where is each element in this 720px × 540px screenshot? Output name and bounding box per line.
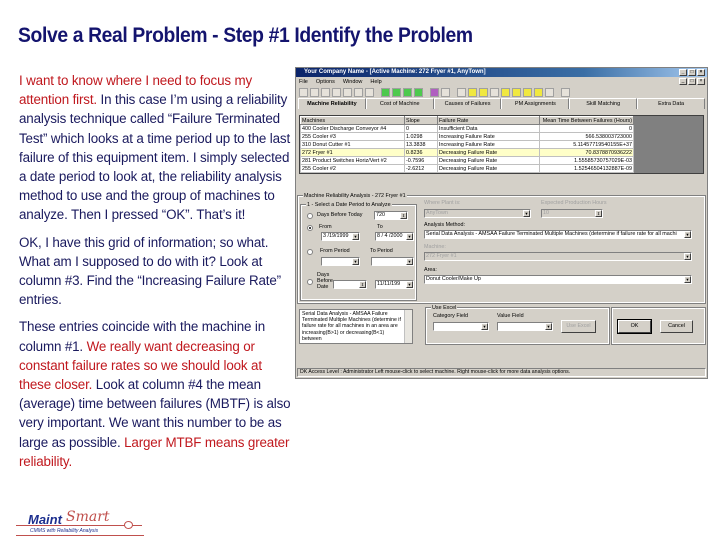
tool-icon[interactable] [381, 88, 390, 97]
analysis-method-select[interactable] [424, 230, 692, 239]
maintsmart-logo [16, 511, 144, 536]
cell-machine: 255 Cooler #2 [301, 165, 405, 173]
tab-skill-matching[interactable]: Skill Matching [569, 98, 637, 109]
cell-mtbf: 566.538003723000 [540, 133, 634, 141]
cell-failure-rate: Decreasing Failure Rate [438, 165, 540, 173]
mdi-close-button[interactable]: × [697, 78, 705, 85]
chevron-down-icon[interactable]: ▼ [407, 234, 412, 239]
to-label: To [377, 224, 383, 230]
tool-icon[interactable] [490, 88, 499, 97]
machine-select[interactable] [424, 252, 692, 261]
cancel-button[interactable]: Cancel [660, 320, 693, 333]
from-to-radio[interactable] [307, 225, 313, 231]
col-machines[interactable]: Machines [301, 117, 405, 125]
toolbar [296, 86, 707, 98]
cell-machine: 400 Cooler Discharge Conveyor #4 [301, 125, 405, 133]
tool-icon[interactable] [392, 88, 401, 97]
category-field-select[interactable] [433, 322, 489, 331]
cell-failure-rate: Decreasing Failure Rate [438, 157, 540, 165]
table-row-selected[interactable] [301, 149, 634, 157]
col-slope[interactable]: Slope [405, 117, 438, 125]
cell-machine: 272 Fryer #1 [301, 149, 405, 157]
spin-icon[interactable]: ⇕ [401, 213, 406, 218]
cell-machine: 255 Cooler #3 [301, 133, 405, 141]
paragraph-1 [19, 71, 295, 225]
chevron-down-icon[interactable]: ▼ [524, 211, 529, 216]
tool-icon[interactable] [441, 88, 450, 97]
cell-mtbf: 70.8378870936222 [540, 149, 634, 157]
from-date-value: 3 /19/1999 [323, 233, 349, 239]
body-text: These entries coincide with the machine in column #1. [19, 319, 266, 354]
tool-icon[interactable] [310, 88, 319, 97]
logo-tagline: CMMS with Reliability Analysis [30, 528, 99, 534]
expected-hours-input[interactable] [541, 209, 603, 218]
cell-failure-rate: Increasing Failure Rate [438, 133, 540, 141]
tool-icon[interactable] [468, 88, 477, 97]
machine-label: Machine: [424, 244, 446, 250]
paragraph-3 [19, 317, 295, 471]
where-plant-label: Where Plant is: [424, 200, 461, 206]
to-period-select[interactable] [371, 257, 414, 266]
tab-machine-reliability[interactable]: Machine Reliability [298, 98, 366, 109]
where-plant-select[interactable] [424, 209, 531, 218]
from-period-select[interactable] [321, 257, 360, 266]
to-date-value: 8 / 4 /2000 [377, 233, 403, 239]
mdi-minimize-button[interactable]: _ [679, 78, 687, 85]
from-label: From [319, 224, 332, 230]
chevron-down-icon[interactable]: ▼ [546, 324, 551, 329]
chevron-down-icon[interactable]: ▼ [482, 324, 487, 329]
chevron-down-icon[interactable]: ▼ [407, 282, 412, 287]
highlight-text: I want to know where I need to focus my attention first. [19, 73, 253, 108]
body-text: In this case I’m using a reliability analysis technique called “Failure Terminated Test” which looks at a time period up to the last failure of this equipment item. I simply selected a date period to look at, the reliability analysis method to use and the group of machines to analyze. Then I pressed “OK”. That’s it! [19, 92, 291, 223]
date-picker[interactable] [375, 280, 414, 289]
use-excel-button[interactable]: Use Excel [561, 320, 596, 333]
menu-help[interactable]: Help [370, 78, 382, 85]
table-row[interactable] [301, 165, 634, 173]
table-row[interactable] [301, 133, 634, 141]
days-before-today-input[interactable] [374, 211, 408, 220]
tab-cost-of-machine[interactable]: Cost of Machine [366, 98, 434, 109]
reliability-grid[interactable] [299, 115, 704, 174]
tool-icon[interactable] [365, 88, 374, 97]
exit-icon[interactable] [561, 88, 570, 97]
chevron-down-icon[interactable]: ▼ [685, 277, 690, 282]
menu-file[interactable]: File [299, 78, 308, 85]
from-date-picker[interactable] [321, 232, 360, 241]
tool-icon[interactable] [523, 88, 532, 97]
from-period-label: From Period [320, 248, 350, 254]
days-before-today-radio[interactable] [307, 213, 313, 219]
cell-machine: 310 Donut Cutter #1 [301, 141, 405, 149]
table-row[interactable] [301, 125, 634, 133]
cell-mtbf: 1.55585730757029E-03 [540, 157, 634, 165]
days-before-date-radio[interactable] [307, 279, 313, 285]
body-text: Look at column #4 the mean (average) time between failures (MBTF) is also very important. We want this number to be as large as possible. [19, 377, 291, 450]
chevron-down-icon[interactable]: ▼ [407, 259, 412, 264]
maximize-button[interactable]: □ [688, 69, 696, 76]
tool-icon[interactable] [354, 88, 363, 97]
cell-mtbf: 5.11457719540155E+37 [540, 141, 634, 149]
chart-icon[interactable] [430, 88, 439, 97]
machine-value: 272 Fryer #1 [426, 253, 457, 259]
chevron-down-icon[interactable]: ▼ [685, 232, 690, 237]
menu-options[interactable]: Options [315, 78, 335, 85]
cell-machine: 281 Product Switches Horiz/Vert #2 [301, 157, 405, 165]
days-value: 720 [376, 212, 385, 218]
body-text: OK, I have this grid of information; so what. What am I supposed to do with it? Look at column #3. Find the “Increasing Failure Rate” entries. [19, 234, 281, 308]
days-before-date-label: Days Before Date [317, 272, 333, 290]
tool-icon[interactable] [479, 88, 488, 97]
description-text: Serial Data Analysis - AMSAA Failure Terminated Multiple Machines (determine if failure rate for all machines in an area are increasing(B>1) or decreasing(B<1) between [302, 311, 401, 342]
close-button[interactable]: × [697, 69, 705, 76]
highlight-text: Larger MTBF means greater reliability. [19, 434, 290, 469]
chevron-down-icon[interactable]: ▼ [685, 254, 690, 259]
highlight-text: We really want decreasing or constant failure rates so we should look at these closer. [19, 338, 262, 393]
table-row[interactable] [301, 157, 634, 165]
minimize-button[interactable]: _ [679, 69, 687, 76]
value-field-select[interactable] [497, 322, 553, 331]
days-before-today-label: Days Before Today [317, 212, 363, 218]
paragraph-2 [19, 233, 295, 310]
analysis-group-label: Machine Reliability Analysis - 272 Fryer #1 [304, 193, 406, 199]
value-field-label: Value Field [497, 313, 524, 319]
area-select[interactable] [424, 275, 692, 284]
printer-icon[interactable] [457, 88, 466, 97]
description-textbox[interactable] [299, 309, 413, 344]
slide-title: Solve a Real Problem - Step #1 Identify the Problem [18, 24, 473, 47]
grid-header [301, 117, 634, 125]
area-label: Area: [424, 267, 437, 273]
where-plant-value: AnyTown [426, 210, 448, 216]
spin-icon[interactable]: ⇕ [596, 211, 601, 216]
tool-icon[interactable] [414, 88, 423, 97]
logo-circle [124, 521, 133, 529]
tool-icon[interactable] [332, 88, 341, 97]
explanation-text [19, 71, 295, 479]
tool-icon[interactable] [534, 88, 543, 97]
cell-mtbf: 1.52546504132887E-09 [540, 165, 634, 173]
area-value: Donut Cooler/Make Up [426, 276, 481, 282]
table-row[interactable] [301, 141, 634, 149]
analysis-method-value: Serial Data Analysis - AMSAA Failure Terminated Multiple Machines (determine if failure rate for all machi [426, 231, 677, 237]
cell-failure-rate: Insufficient Data [438, 125, 540, 133]
tab-pm-assignments[interactable]: PM Assignments [501, 98, 569, 109]
tab-extra-data[interactable]: Extra Data [637, 98, 705, 109]
toolbar-separator [452, 88, 455, 97]
logo-maint: Maint [28, 512, 62, 527]
toolbar-separator [556, 88, 559, 97]
status-bar: DK Access Level : Administrator Left mouse-click to select machine. Right mouse-click for more data analysis options. [297, 368, 706, 377]
tab-causes-of-failures[interactable]: Causes of Failures [434, 98, 502, 109]
category-field-label: Category Field [433, 313, 469, 319]
to-date-picker[interactable] [375, 232, 414, 241]
date-value: 11/11/199 [377, 281, 401, 287]
date-period-label: 1 - Select a Date Period to Analyze [307, 202, 391, 208]
analysis-method-label: Analysis Method: [424, 222, 466, 228]
toolbar-separator [425, 88, 428, 97]
col-failure-rate[interactable]: Failure Rate [438, 117, 540, 125]
cell-slope: 1.0298 [405, 133, 438, 141]
days-before-date-input[interactable] [333, 280, 367, 289]
window-title: Your Company Name - [Active Machine: 272 Fryer #1, AnyTown] [304, 69, 486, 75]
tool-icon[interactable] [545, 88, 554, 97]
tab-bar [296, 98, 707, 109]
ok-button[interactable]: OK [618, 320, 651, 333]
from-period-radio[interactable] [307, 249, 313, 255]
chevron-down-icon[interactable]: ▼ [353, 259, 358, 264]
cell-failure-rate: Increasing Failure Rate [438, 141, 540, 149]
cell-slope: -2.6212 [405, 165, 438, 173]
tool-icon[interactable] [403, 88, 412, 97]
cell-mtbf: 0 [540, 125, 634, 133]
chevron-down-icon[interactable]: ▼ [353, 234, 358, 239]
tool-icon[interactable] [321, 88, 330, 97]
cell-slope: 0 [405, 125, 438, 133]
title-bar [296, 68, 707, 77]
menu-bar [296, 77, 707, 86]
cell-failure-rate: Decreasing Failure Rate [438, 149, 540, 157]
tool-icon[interactable] [501, 88, 510, 97]
cell-slope: -0.7596 [405, 157, 438, 165]
cell-slope: 13.3838 [405, 141, 438, 149]
tool-icon[interactable] [299, 88, 308, 97]
toolbar-separator [376, 88, 379, 97]
app-window [295, 67, 708, 379]
cell-slope: 0.8236 [405, 149, 438, 157]
use-excel-group-label: Use Excel [432, 305, 457, 311]
scrollbar[interactable] [404, 310, 412, 343]
menu-window[interactable]: Window [342, 78, 363, 85]
spin-icon[interactable]: ⇕ [360, 282, 365, 287]
expected-hours-value: 10 [543, 210, 549, 216]
tool-icon[interactable] [343, 88, 352, 97]
tool-icon[interactable] [512, 88, 521, 97]
col-mtbf[interactable]: Mean Time Between Failures (Hours) [540, 117, 634, 125]
expected-hours-label: Expected Production Hours [541, 200, 607, 206]
to-period-label: To Period [370, 248, 393, 254]
logo-smart: Smart [66, 509, 110, 525]
mdi-restore-button[interactable]: □ [688, 78, 696, 85]
